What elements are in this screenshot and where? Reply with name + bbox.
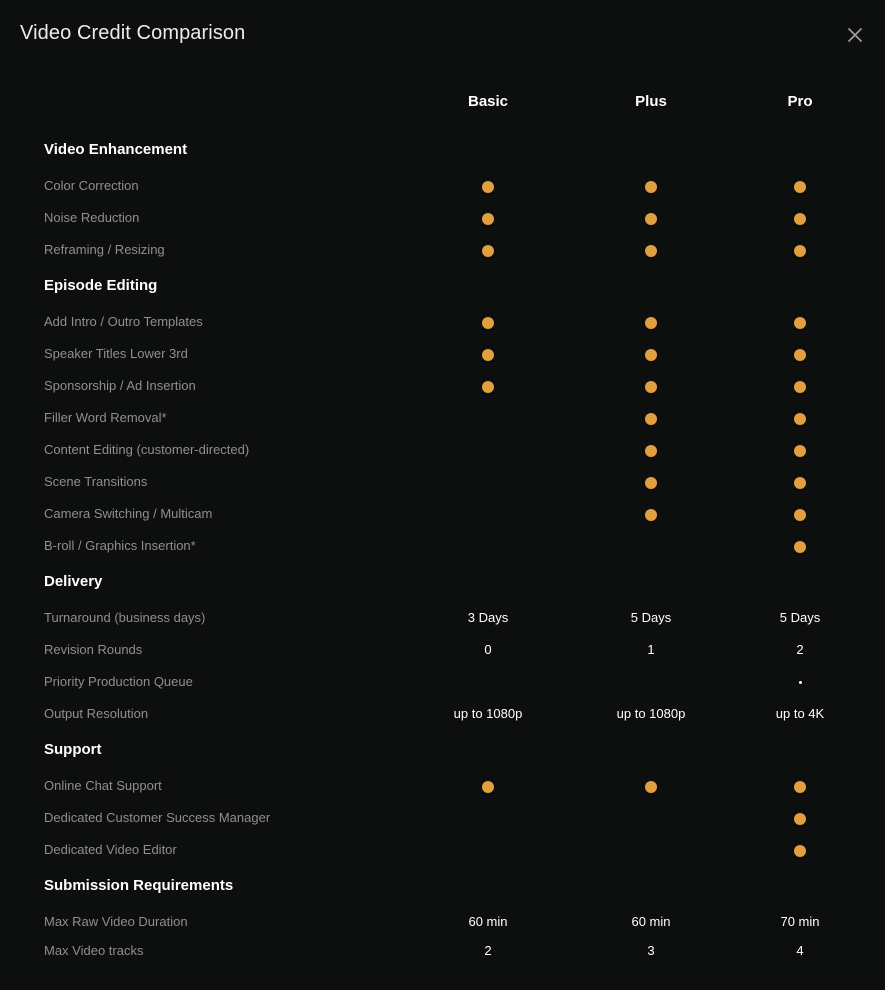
row-label: Sponsorship / Ad Insertion	[44, 378, 196, 393]
empty-cell	[418, 673, 558, 691]
cell-value: 3 Days	[467, 610, 509, 625]
dot-icon	[794, 381, 806, 393]
cell-value: 4	[796, 943, 804, 958]
row-label: Priority Production Queue	[44, 674, 193, 689]
dot-icon	[482, 781, 494, 793]
dot-icon	[645, 413, 657, 425]
included-dot-icon	[581, 777, 721, 795]
dot-icon	[482, 317, 494, 329]
row-label: B-roll / Graphics Insertion*	[44, 538, 196, 553]
row-label: Color Correction	[44, 178, 139, 193]
dot-icon	[794, 181, 806, 193]
included-dot-icon	[581, 505, 721, 523]
included-dot-icon	[730, 441, 870, 459]
cell-value: up to 1080p	[453, 706, 523, 721]
dot-icon	[482, 245, 494, 257]
dot-icon	[482, 181, 494, 193]
dot-icon	[794, 781, 806, 793]
dot-icon	[794, 445, 806, 457]
dot-icon	[794, 213, 806, 225]
dot-icon	[794, 349, 806, 361]
empty-cell	[418, 441, 558, 459]
cell-value: 70 min	[780, 914, 820, 929]
row-label: Dedicated Customer Success Manager	[44, 810, 271, 825]
modal-title: Video Credit Comparison	[20, 22, 246, 44]
included-dot-icon	[730, 505, 870, 523]
empty-cell	[581, 673, 721, 691]
cell-value: 1	[647, 642, 655, 657]
small-dot-icon	[730, 673, 870, 691]
column-header-basic: Basic	[467, 93, 509, 110]
dot-icon	[645, 477, 657, 489]
column-header-pro: Pro	[787, 93, 813, 110]
dot-icon	[794, 413, 806, 425]
dot-icon	[794, 813, 806, 825]
section-title: Submission Requirements	[44, 877, 234, 894]
dot-icon	[645, 181, 657, 193]
dot-icon	[645, 245, 657, 257]
dot-icon	[794, 477, 806, 489]
section-title: Support	[44, 741, 102, 758]
empty-cell	[418, 473, 558, 491]
dot-icon	[794, 509, 806, 521]
dot-icon	[645, 509, 657, 521]
empty-cell	[418, 537, 558, 555]
empty-cell	[581, 841, 721, 859]
included-dot-icon	[730, 209, 870, 227]
included-dot-icon	[581, 345, 721, 363]
empty-cell	[418, 841, 558, 859]
dot-icon	[645, 445, 657, 457]
included-dot-icon	[730, 537, 870, 555]
row-label: Filler Word Removal*	[44, 410, 167, 425]
row-label: Output Resolution	[44, 706, 149, 721]
row-label: Noise Reduction	[44, 210, 140, 225]
included-dot-icon	[418, 377, 558, 395]
included-dot-icon	[730, 473, 870, 491]
included-dot-icon	[730, 241, 870, 259]
row-label: Max Video tracks	[44, 943, 144, 958]
cell-value: up to 1080p	[616, 706, 686, 721]
row-label: Speaker Titles Lower 3rd	[44, 346, 188, 361]
empty-cell	[418, 505, 558, 523]
cell-value: 2	[484, 943, 492, 958]
included-dot-icon	[581, 473, 721, 491]
row-label: Reframing / Resizing	[44, 242, 165, 257]
cell-value: 2	[796, 642, 804, 657]
cell-value: up to 4K	[775, 706, 825, 721]
row-label: Add Intro / Outro Templates	[44, 314, 203, 329]
dot-icon	[482, 213, 494, 225]
close-icon-glyph	[845, 25, 865, 45]
row-label: Turnaround (business days)	[44, 610, 206, 625]
cell-value: 60 min	[468, 914, 508, 929]
dot-icon	[794, 245, 806, 257]
row-label: Max Raw Video Duration	[44, 914, 188, 929]
dot-icon	[645, 317, 657, 329]
included-dot-icon	[581, 209, 721, 227]
row-label: Revision Rounds	[44, 642, 143, 657]
section-title: Delivery	[44, 573, 103, 590]
column-header-plus: Plus	[635, 93, 667, 110]
cell-value: 5 Days	[630, 610, 672, 625]
empty-cell	[581, 809, 721, 827]
included-dot-icon	[730, 841, 870, 859]
included-dot-icon	[581, 177, 721, 195]
section-title: Video Enhancement	[44, 141, 188, 158]
included-dot-icon	[730, 345, 870, 363]
dot-icon	[482, 349, 494, 361]
included-dot-icon	[418, 313, 558, 331]
included-dot-icon	[730, 313, 870, 331]
included-dot-icon	[581, 441, 721, 459]
included-dot-icon	[581, 313, 721, 331]
included-dot-icon	[581, 377, 721, 395]
cell-value: 60 min	[631, 914, 671, 929]
empty-cell	[418, 809, 558, 827]
included-dot-icon	[581, 409, 721, 427]
cell-value: 0	[484, 642, 492, 657]
included-dot-icon	[730, 177, 870, 195]
cell-value: 3	[647, 943, 655, 958]
dot-icon	[645, 213, 657, 225]
empty-cell	[581, 537, 721, 555]
included-dot-icon	[730, 809, 870, 827]
included-dot-icon	[730, 777, 870, 795]
dot-icon	[794, 541, 806, 553]
dot-icon	[645, 349, 657, 361]
included-dot-icon	[730, 377, 870, 395]
dot-icon	[794, 317, 806, 329]
included-dot-icon	[418, 241, 558, 259]
included-dot-icon	[418, 777, 558, 795]
included-dot-icon	[418, 177, 558, 195]
dot-icon	[645, 781, 657, 793]
included-dot-icon	[418, 345, 558, 363]
close-icon[interactable]	[845, 25, 865, 45]
empty-cell	[418, 409, 558, 427]
bullet-icon	[799, 681, 802, 684]
dot-icon	[794, 845, 806, 857]
included-dot-icon	[418, 209, 558, 227]
included-dot-icon	[581, 241, 721, 259]
row-label: Online Chat Support	[44, 778, 162, 793]
row-label: Scene Transitions	[44, 474, 148, 489]
included-dot-icon	[730, 409, 870, 427]
cell-value: 5 Days	[779, 610, 821, 625]
row-label: Content Editing (customer-directed)	[44, 442, 250, 457]
row-label: Dedicated Video Editor	[44, 842, 177, 857]
dot-icon	[645, 381, 657, 393]
dot-icon	[482, 381, 494, 393]
section-title: Episode Editing	[44, 277, 158, 294]
row-label: Camera Switching / Multicam	[44, 506, 213, 521]
